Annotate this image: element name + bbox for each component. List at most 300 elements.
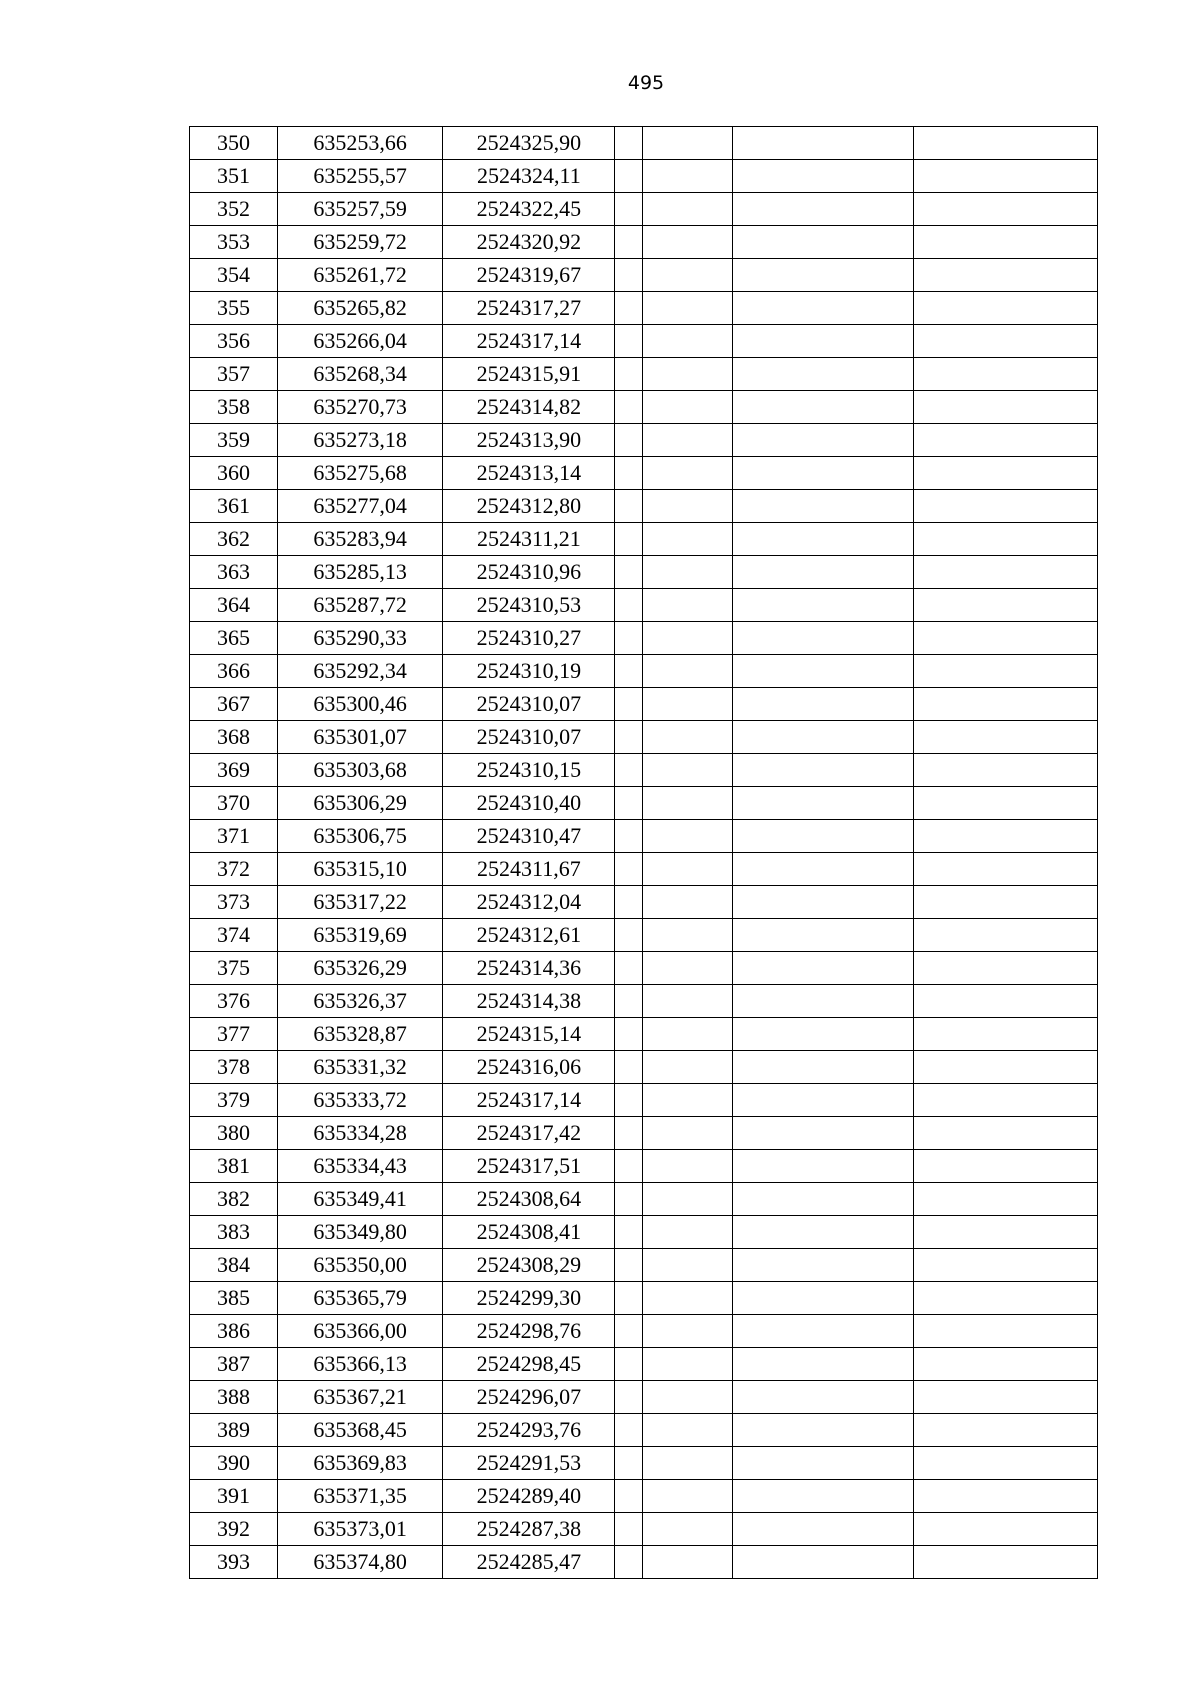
empty-cell [913, 391, 1097, 424]
empty-cell [615, 589, 643, 622]
table-row [190, 655, 1098, 688]
empty-cell [643, 1183, 732, 1216]
x-coordinate-cell: 635290,33 [278, 622, 443, 655]
empty-cell [732, 1117, 913, 1150]
empty-cell [615, 457, 643, 490]
x-coordinate-cell: 635349,41 [278, 1183, 443, 1216]
table-row [190, 127, 1098, 160]
x-coordinate-cell: 635350,00 [278, 1249, 443, 1282]
x-coordinate-cell: 635319,69 [278, 919, 443, 952]
x-coordinate-cell: 635373,01 [278, 1513, 443, 1546]
x-coordinate-cell: 635349,80 [278, 1216, 443, 1249]
empty-cell [732, 193, 913, 226]
empty-cell [732, 1051, 913, 1084]
empty-cell [913, 721, 1097, 754]
y-coordinate-cell: 2524310,07 [443, 688, 615, 721]
x-coordinate-cell: 635328,87 [278, 1018, 443, 1051]
empty-cell [732, 1546, 913, 1579]
empty-cell [643, 754, 732, 787]
empty-cell [643, 1546, 732, 1579]
point-number-cell: 351 [190, 160, 278, 193]
point-number-cell: 387 [190, 1348, 278, 1381]
x-coordinate-cell: 635306,29 [278, 787, 443, 820]
empty-cell [913, 1018, 1097, 1051]
empty-cell [643, 193, 732, 226]
point-number-cell: 386 [190, 1315, 278, 1348]
point-number-cell: 360 [190, 457, 278, 490]
empty-cell [913, 655, 1097, 688]
y-coordinate-cell: 2524296,07 [443, 1381, 615, 1414]
x-coordinate-cell: 635366,13 [278, 1348, 443, 1381]
empty-cell [615, 952, 643, 985]
y-coordinate-cell: 2524315,91 [443, 358, 615, 391]
empty-cell [913, 1546, 1097, 1579]
empty-cell [643, 787, 732, 820]
point-number-cell: 378 [190, 1051, 278, 1084]
x-coordinate-cell: 635261,72 [278, 259, 443, 292]
x-coordinate-cell: 635283,94 [278, 523, 443, 556]
table-row [190, 1381, 1098, 1414]
table-row [190, 688, 1098, 721]
y-coordinate-cell: 2524312,04 [443, 886, 615, 919]
point-number-cell: 389 [190, 1414, 278, 1447]
empty-cell [913, 259, 1097, 292]
point-number-cell: 367 [190, 688, 278, 721]
empty-cell [732, 424, 913, 457]
table-row [190, 622, 1098, 655]
empty-cell [913, 1249, 1097, 1282]
x-coordinate-cell: 635265,82 [278, 292, 443, 325]
empty-cell [913, 886, 1097, 919]
point-number-cell: 370 [190, 787, 278, 820]
empty-cell [615, 1315, 643, 1348]
empty-cell [643, 1051, 732, 1084]
point-number-cell: 383 [190, 1216, 278, 1249]
y-coordinate-cell: 2524310,27 [443, 622, 615, 655]
y-coordinate-cell: 2524317,51 [443, 1150, 615, 1183]
empty-cell [643, 952, 732, 985]
y-coordinate-cell: 2524291,53 [443, 1447, 615, 1480]
empty-cell [643, 226, 732, 259]
empty-cell [643, 721, 732, 754]
empty-cell [732, 259, 913, 292]
table-row [190, 589, 1098, 622]
empty-cell [615, 688, 643, 721]
y-coordinate-cell: 2524314,82 [443, 391, 615, 424]
x-coordinate-cell: 635317,22 [278, 886, 443, 919]
empty-cell [643, 160, 732, 193]
point-number-cell: 369 [190, 754, 278, 787]
point-number-cell: 371 [190, 820, 278, 853]
empty-cell [732, 1183, 913, 1216]
empty-cell [615, 1513, 643, 1546]
x-coordinate-cell: 635315,10 [278, 853, 443, 886]
x-coordinate-cell: 635287,72 [278, 589, 443, 622]
empty-cell [643, 1315, 732, 1348]
empty-cell [913, 1282, 1097, 1315]
empty-cell [643, 1414, 732, 1447]
point-number-cell: 388 [190, 1381, 278, 1414]
empty-cell [913, 358, 1097, 391]
x-coordinate-cell: 635333,72 [278, 1084, 443, 1117]
empty-cell [643, 1249, 732, 1282]
empty-cell [615, 1282, 643, 1315]
table-row [190, 1414, 1098, 1447]
point-number-cell: 379 [190, 1084, 278, 1117]
empty-cell [643, 292, 732, 325]
empty-cell [643, 490, 732, 523]
table-row [190, 424, 1098, 457]
empty-cell [615, 292, 643, 325]
empty-cell [913, 754, 1097, 787]
empty-cell [732, 1447, 913, 1480]
y-coordinate-cell: 2524298,76 [443, 1315, 615, 1348]
x-coordinate-cell: 635306,75 [278, 820, 443, 853]
empty-cell [615, 1414, 643, 1447]
point-number-cell: 374 [190, 919, 278, 952]
empty-cell [732, 1315, 913, 1348]
empty-cell [732, 853, 913, 886]
table-row [190, 1447, 1098, 1480]
y-coordinate-cell: 2524319,67 [443, 259, 615, 292]
empty-cell [732, 160, 913, 193]
empty-cell [913, 1051, 1097, 1084]
table-row [190, 1546, 1098, 1579]
table-row [190, 1315, 1098, 1348]
table-row [190, 325, 1098, 358]
point-number-cell: 365 [190, 622, 278, 655]
empty-cell [615, 325, 643, 358]
table-row [190, 1216, 1098, 1249]
y-coordinate-cell: 2524310,07 [443, 721, 615, 754]
empty-cell [615, 1018, 643, 1051]
table-row [190, 259, 1098, 292]
point-number-cell: 363 [190, 556, 278, 589]
table-row [190, 754, 1098, 787]
point-number-cell: 393 [190, 1546, 278, 1579]
y-coordinate-cell: 2524308,41 [443, 1216, 615, 1249]
point-number-cell: 354 [190, 259, 278, 292]
empty-cell [913, 556, 1097, 589]
point-number-cell: 381 [190, 1150, 278, 1183]
y-coordinate-cell: 2524310,15 [443, 754, 615, 787]
y-coordinate-cell: 2524311,21 [443, 523, 615, 556]
empty-cell [732, 490, 913, 523]
empty-cell [643, 127, 732, 160]
empty-cell [913, 853, 1097, 886]
empty-cell [643, 1282, 732, 1315]
x-coordinate-cell: 635292,34 [278, 655, 443, 688]
point-number-cell: 391 [190, 1480, 278, 1513]
y-coordinate-cell: 2524308,29 [443, 1249, 615, 1282]
x-coordinate-cell: 635366,00 [278, 1315, 443, 1348]
point-number-cell: 385 [190, 1282, 278, 1315]
point-number-cell: 350 [190, 127, 278, 160]
point-number-cell: 361 [190, 490, 278, 523]
empty-cell [643, 1447, 732, 1480]
y-coordinate-cell: 2524310,40 [443, 787, 615, 820]
empty-cell [615, 853, 643, 886]
y-coordinate-cell: 2524299,30 [443, 1282, 615, 1315]
point-number-cell: 352 [190, 193, 278, 226]
empty-cell [732, 358, 913, 391]
empty-cell [615, 1447, 643, 1480]
y-coordinate-cell: 2524314,36 [443, 952, 615, 985]
empty-cell [643, 391, 732, 424]
x-coordinate-cell: 635257,59 [278, 193, 443, 226]
point-number-cell: 368 [190, 721, 278, 754]
empty-cell [643, 853, 732, 886]
y-coordinate-cell: 2524308,64 [443, 1183, 615, 1216]
table-row [190, 1282, 1098, 1315]
empty-cell [643, 259, 732, 292]
y-coordinate-cell: 2524311,67 [443, 853, 615, 886]
x-coordinate-cell: 635285,13 [278, 556, 443, 589]
point-number-cell: 366 [190, 655, 278, 688]
table-row [190, 952, 1098, 985]
empty-cell [913, 1381, 1097, 1414]
empty-cell [643, 589, 732, 622]
table-row [190, 160, 1098, 193]
empty-cell [913, 1117, 1097, 1150]
empty-cell [732, 754, 913, 787]
empty-cell [732, 226, 913, 259]
empty-cell [732, 655, 913, 688]
coordinates-table [189, 126, 1098, 1579]
point-number-cell: 390 [190, 1447, 278, 1480]
empty-cell [732, 688, 913, 721]
empty-cell [913, 1513, 1097, 1546]
table-row [190, 226, 1098, 259]
empty-cell [615, 1381, 643, 1414]
y-coordinate-cell: 2524314,38 [443, 985, 615, 1018]
point-number-cell: 362 [190, 523, 278, 556]
empty-cell [732, 985, 913, 1018]
empty-cell [732, 589, 913, 622]
y-coordinate-cell: 2524285,47 [443, 1546, 615, 1579]
x-coordinate-cell: 635368,45 [278, 1414, 443, 1447]
x-coordinate-cell: 635277,04 [278, 490, 443, 523]
empty-cell [913, 490, 1097, 523]
point-number-cell: 373 [190, 886, 278, 919]
empty-cell [615, 1249, 643, 1282]
empty-cell [732, 1084, 913, 1117]
empty-cell [913, 688, 1097, 721]
empty-cell [913, 193, 1097, 226]
empty-cell [643, 985, 732, 1018]
x-coordinate-cell: 635259,72 [278, 226, 443, 259]
empty-cell [732, 1513, 913, 1546]
empty-cell [732, 457, 913, 490]
table-row [190, 490, 1098, 523]
table-row [190, 292, 1098, 325]
empty-cell [913, 424, 1097, 457]
table-row [190, 853, 1098, 886]
empty-cell [643, 655, 732, 688]
empty-cell [732, 622, 913, 655]
empty-cell [732, 1216, 913, 1249]
x-coordinate-cell: 635331,32 [278, 1051, 443, 1084]
table-row [190, 1348, 1098, 1381]
table-row [190, 919, 1098, 952]
x-coordinate-cell: 635369,83 [278, 1447, 443, 1480]
empty-cell [643, 1480, 732, 1513]
y-coordinate-cell: 2524316,06 [443, 1051, 615, 1084]
empty-cell [732, 556, 913, 589]
empty-cell [615, 523, 643, 556]
empty-cell [913, 1315, 1097, 1348]
empty-cell [615, 1546, 643, 1579]
y-coordinate-cell: 2524310,96 [443, 556, 615, 589]
point-number-cell: 356 [190, 325, 278, 358]
empty-cell [913, 1216, 1097, 1249]
empty-cell [732, 1480, 913, 1513]
empty-cell [615, 391, 643, 424]
table-row [190, 457, 1098, 490]
empty-cell [615, 556, 643, 589]
empty-cell [732, 391, 913, 424]
empty-cell [913, 1183, 1097, 1216]
x-coordinate-cell: 635273,18 [278, 424, 443, 457]
point-number-cell: 364 [190, 589, 278, 622]
empty-cell [732, 1282, 913, 1315]
empty-cell [732, 1018, 913, 1051]
y-coordinate-cell: 2524293,76 [443, 1414, 615, 1447]
empty-cell [643, 1348, 732, 1381]
y-coordinate-cell: 2524322,45 [443, 193, 615, 226]
point-number-cell: 358 [190, 391, 278, 424]
empty-cell [643, 919, 732, 952]
empty-cell [615, 655, 643, 688]
empty-cell [913, 1150, 1097, 1183]
empty-cell [615, 259, 643, 292]
empty-cell [732, 292, 913, 325]
empty-cell [643, 886, 732, 919]
empty-cell [615, 226, 643, 259]
point-number-cell: 380 [190, 1117, 278, 1150]
empty-cell [913, 325, 1097, 358]
point-number-cell: 359 [190, 424, 278, 457]
x-coordinate-cell: 635301,07 [278, 721, 443, 754]
empty-cell [643, 424, 732, 457]
y-coordinate-cell: 2524317,14 [443, 325, 615, 358]
empty-cell [615, 490, 643, 523]
point-number-cell: 376 [190, 985, 278, 1018]
table-row [190, 1480, 1098, 1513]
table-row [190, 1051, 1098, 1084]
y-coordinate-cell: 2524325,90 [443, 127, 615, 160]
empty-cell [615, 820, 643, 853]
empty-cell [643, 1381, 732, 1414]
empty-cell [643, 358, 732, 391]
empty-cell [615, 919, 643, 952]
x-coordinate-cell: 635303,68 [278, 754, 443, 787]
point-number-cell: 377 [190, 1018, 278, 1051]
empty-cell [913, 622, 1097, 655]
empty-cell [913, 952, 1097, 985]
empty-cell [643, 1117, 732, 1150]
x-coordinate-cell: 635371,35 [278, 1480, 443, 1513]
empty-cell [913, 919, 1097, 952]
y-coordinate-cell: 2524317,27 [443, 292, 615, 325]
x-coordinate-cell: 635300,46 [278, 688, 443, 721]
table-row [190, 787, 1098, 820]
point-number-cell: 355 [190, 292, 278, 325]
table-row [190, 358, 1098, 391]
x-coordinate-cell: 635374,80 [278, 1546, 443, 1579]
x-coordinate-cell: 635275,68 [278, 457, 443, 490]
empty-cell [913, 457, 1097, 490]
y-coordinate-cell: 2524315,14 [443, 1018, 615, 1051]
y-coordinate-cell: 2524320,92 [443, 226, 615, 259]
empty-cell [615, 193, 643, 226]
y-coordinate-cell: 2524310,47 [443, 820, 615, 853]
empty-cell [913, 160, 1097, 193]
empty-cell [913, 226, 1097, 259]
table-row [190, 391, 1098, 424]
empty-cell [643, 1216, 732, 1249]
x-coordinate-cell: 635334,43 [278, 1150, 443, 1183]
empty-cell [615, 787, 643, 820]
x-coordinate-cell: 635326,29 [278, 952, 443, 985]
empty-cell [732, 1381, 913, 1414]
empty-cell [732, 721, 913, 754]
empty-cell [913, 1414, 1097, 1447]
point-number-cell: 384 [190, 1249, 278, 1282]
table-row [190, 556, 1098, 589]
empty-cell [732, 1249, 913, 1282]
table-row [190, 1513, 1098, 1546]
empty-cell [615, 886, 643, 919]
x-coordinate-cell: 635334,28 [278, 1117, 443, 1150]
empty-cell [732, 787, 913, 820]
y-coordinate-cell: 2524289,40 [443, 1480, 615, 1513]
empty-cell [615, 1117, 643, 1150]
table-row [190, 1150, 1098, 1183]
empty-cell [913, 292, 1097, 325]
empty-cell [615, 985, 643, 1018]
empty-cell [643, 457, 732, 490]
empty-cell [913, 985, 1097, 1018]
x-coordinate-cell: 635326,37 [278, 985, 443, 1018]
empty-cell [643, 523, 732, 556]
table-row [190, 1018, 1098, 1051]
empty-cell [615, 127, 643, 160]
coordinates-table-body [190, 127, 1098, 1579]
y-coordinate-cell: 2524287,38 [443, 1513, 615, 1546]
x-coordinate-cell: 635266,04 [278, 325, 443, 358]
empty-cell [615, 1051, 643, 1084]
empty-cell [643, 1150, 732, 1183]
point-number-cell: 375 [190, 952, 278, 985]
empty-cell [643, 325, 732, 358]
empty-cell [732, 820, 913, 853]
empty-cell [732, 1150, 913, 1183]
empty-cell [615, 424, 643, 457]
y-coordinate-cell: 2524298,45 [443, 1348, 615, 1381]
point-number-cell: 382 [190, 1183, 278, 1216]
empty-cell [732, 325, 913, 358]
empty-cell [732, 952, 913, 985]
y-coordinate-cell: 2524312,80 [443, 490, 615, 523]
y-coordinate-cell: 2524324,11 [443, 160, 615, 193]
x-coordinate-cell: 635270,73 [278, 391, 443, 424]
empty-cell [615, 1150, 643, 1183]
x-coordinate-cell: 635255,57 [278, 160, 443, 193]
x-coordinate-cell: 635268,34 [278, 358, 443, 391]
empty-cell [615, 1183, 643, 1216]
y-coordinate-cell: 2524313,90 [443, 424, 615, 457]
